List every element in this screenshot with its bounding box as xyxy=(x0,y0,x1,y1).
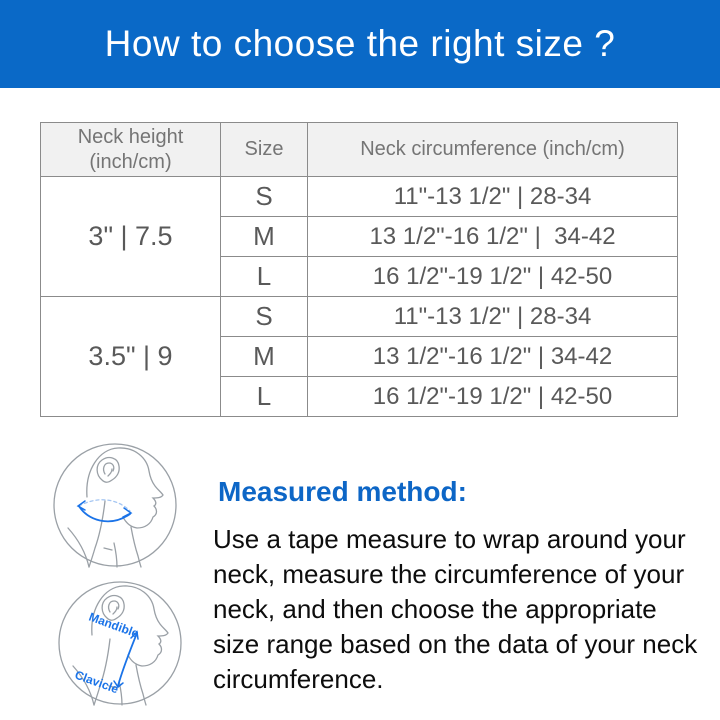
head-profile-figure xyxy=(59,582,181,705)
column-header-neck-height xyxy=(41,123,221,177)
mandible-label: Mandible xyxy=(86,609,141,641)
neck-height-value: 3" | 7.5 xyxy=(41,177,221,297)
page-title: How to choose the right size ? xyxy=(104,23,616,64)
table-row xyxy=(41,297,678,337)
size-value: L xyxy=(221,257,308,297)
measured-method-text: Use a tape measure to wrap around your neck, measure the circumference of your neck, and then choose the appropriate size range based on the data of your neck circumference. xyxy=(213,524,698,694)
title-bar xyxy=(0,0,720,88)
table-row xyxy=(41,177,678,217)
column-header-size: Size xyxy=(221,123,308,177)
size-value: S xyxy=(221,177,308,217)
mandible-clavicle-illustration xyxy=(55,578,185,708)
size-table xyxy=(40,122,678,417)
neck-height-value: 3.5" | 9 xyxy=(41,297,221,417)
circumference-value: 11"-13 1/2" | 28-34 xyxy=(308,177,678,217)
size-value: M xyxy=(221,217,308,257)
measured-method-section xyxy=(213,470,705,697)
measured-method-heading: Measured method: xyxy=(218,476,467,507)
height-arrow-icon xyxy=(114,632,138,687)
neck-height-label-line2: (inch/cm) xyxy=(89,150,172,173)
clavicle-label: Clavicle xyxy=(72,667,121,697)
circumference-value: 16 1/2"-19 1/2" | 42-50 xyxy=(308,377,678,417)
neck-measure-illustration xyxy=(50,440,180,570)
column-header-circumference: Neck circumference (inch/cm) xyxy=(308,123,678,177)
neck-height-label-line1: Neck height xyxy=(77,125,184,148)
circumference-value: 13 1/2"-16 1/2" | 34-42 xyxy=(308,337,678,377)
circumference-value: 16 1/2"-19 1/2" | 42-50 xyxy=(308,257,678,297)
size-value: S xyxy=(221,297,308,337)
table-header-row xyxy=(41,123,678,177)
circumference-value: 13 1/2"-16 1/2" | 34-42 xyxy=(308,217,678,257)
size-value: L xyxy=(221,377,308,417)
circumference-value: 11"-13 1/2" | 28-34 xyxy=(308,297,678,337)
head-profile-figure xyxy=(54,444,176,567)
size-value: M xyxy=(221,337,308,377)
